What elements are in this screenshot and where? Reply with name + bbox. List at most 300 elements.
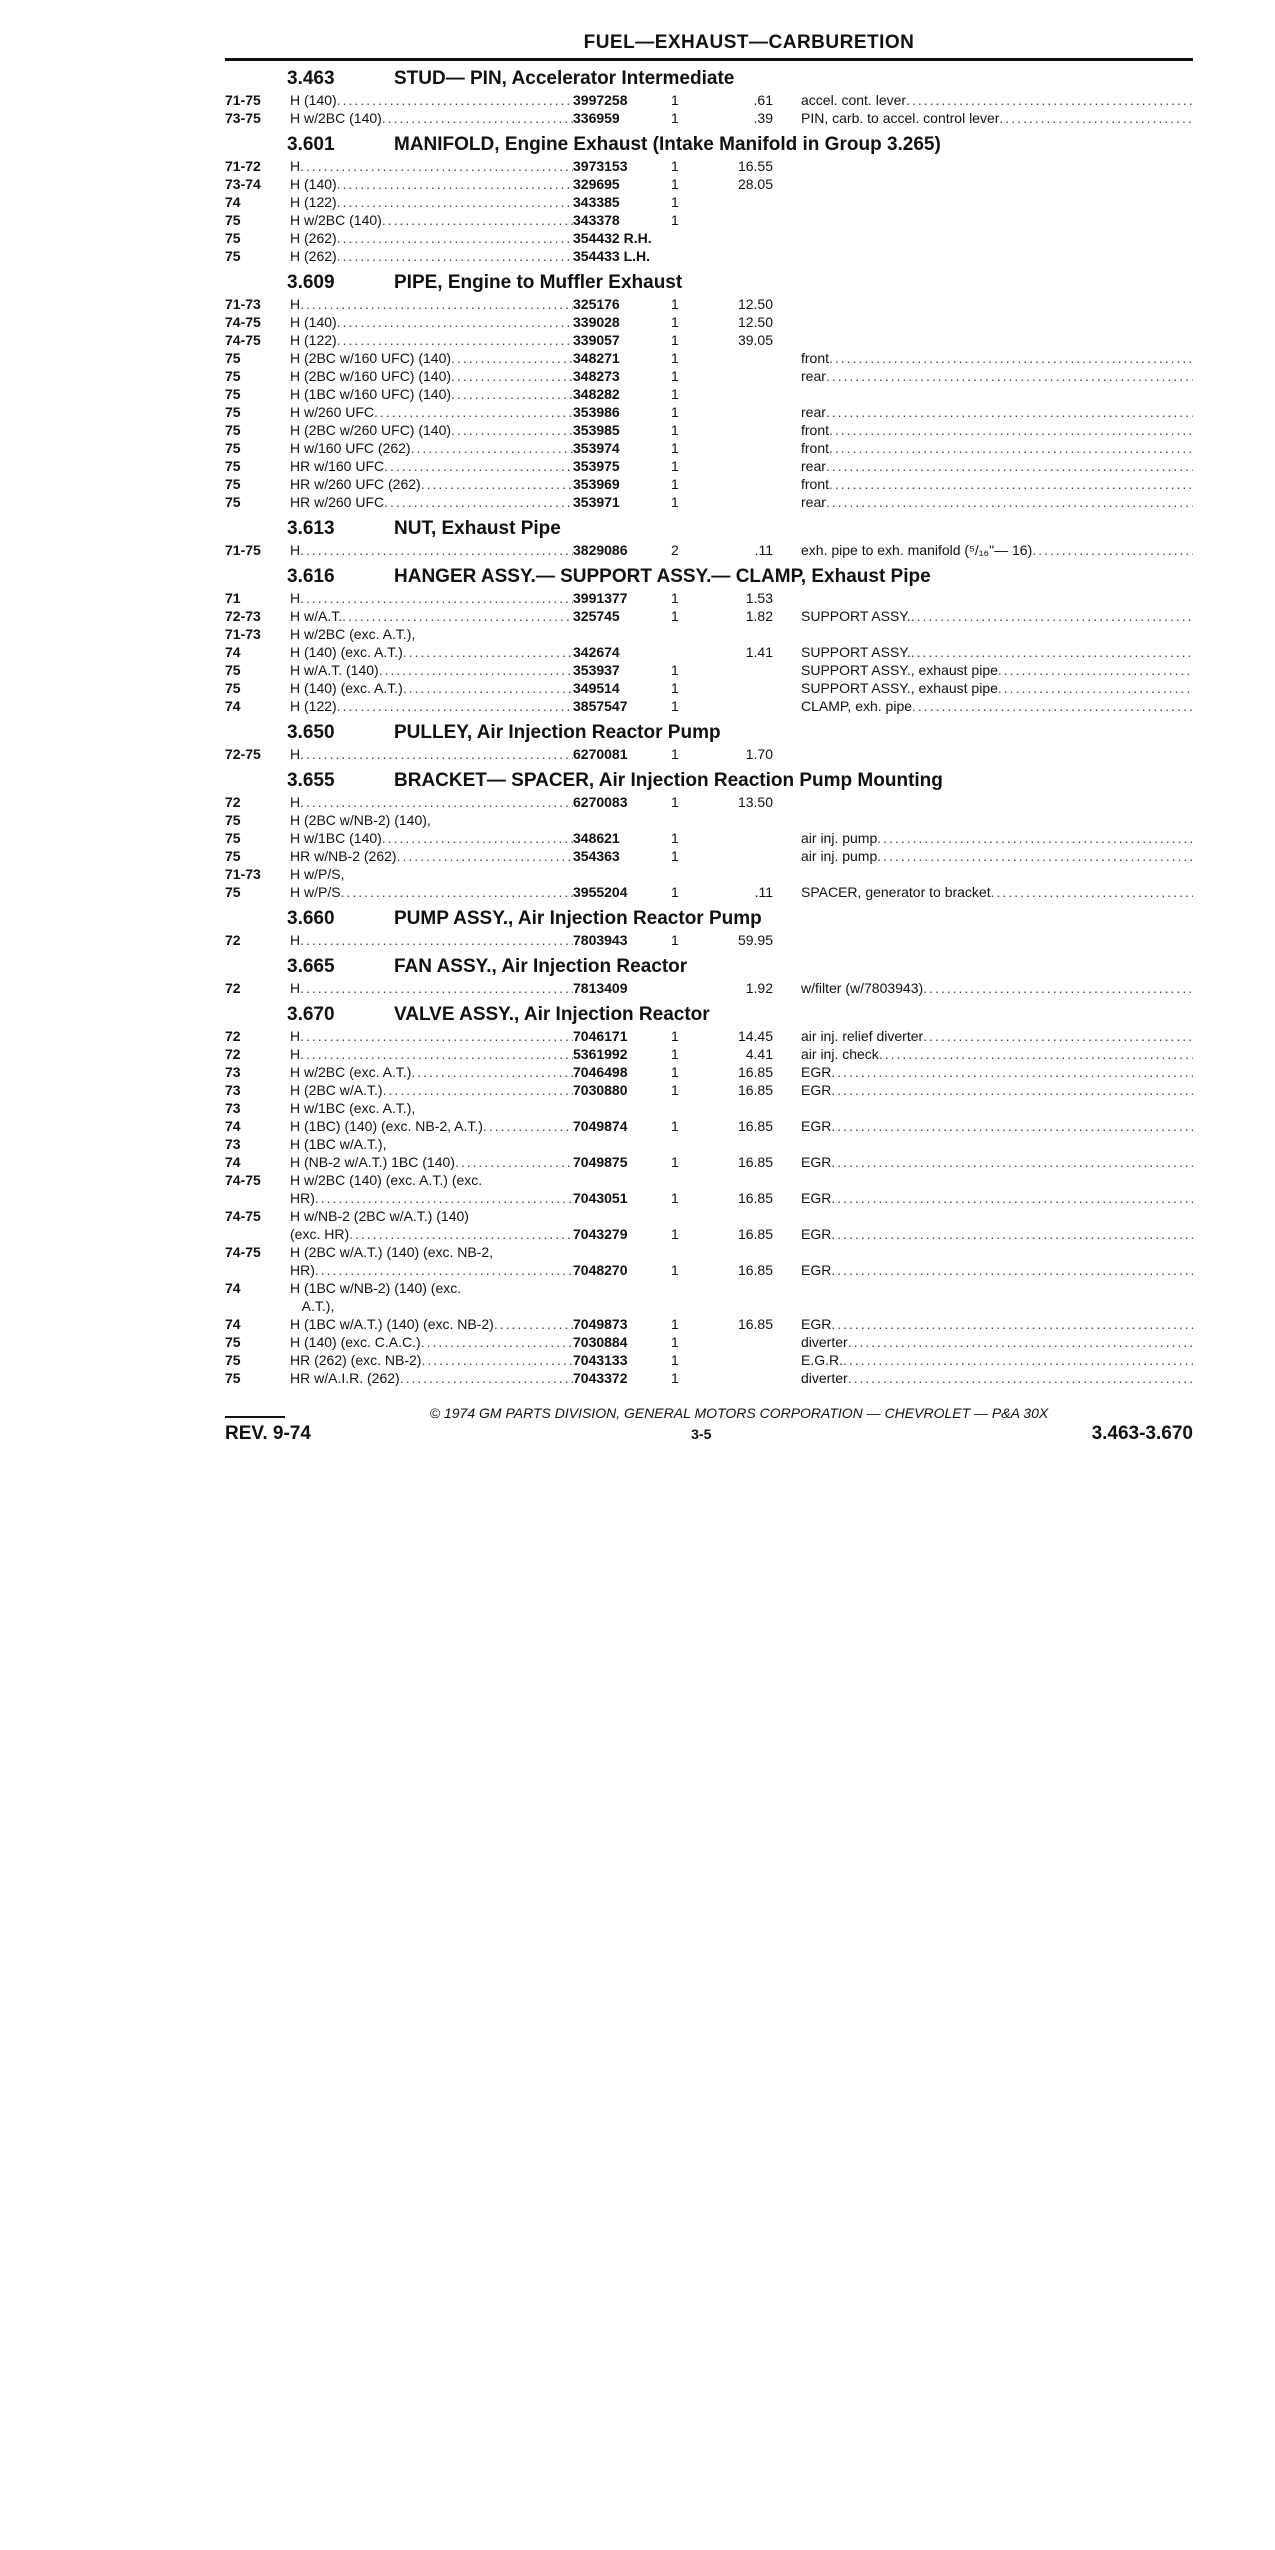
application-description: H w/1BC (140) ..... <box>290 829 573 847</box>
model-years: 71-72 <box>225 158 261 174</box>
application-description: H ..... <box>290 295 573 313</box>
part-number: 7030884 <box>573 1334 628 1350</box>
part-row <box>225 211 1193 229</box>
section-title: FAN ASSY., Air Injection Reactor <box>394 956 688 977</box>
model-years: 75 <box>225 248 241 264</box>
part-row <box>225 331 1193 349</box>
quantity: 1 <box>671 92 679 108</box>
price: 16.85 <box>737 1064 773 1080</box>
model-years: 75 <box>225 404 241 420</box>
application-description: H w/2BC (140) ..... <box>290 109 573 127</box>
model-years: 75 <box>225 368 241 384</box>
price: 1.53 <box>745 590 773 606</box>
price: 39.05 <box>737 332 773 348</box>
model-years: 72 <box>225 1046 241 1062</box>
part-row <box>225 295 1193 313</box>
application-description: HR w/160 UFC ..... <box>290 457 573 475</box>
price: 28.05 <box>737 176 773 192</box>
remark: SUPPORT ASSY., exhaust pipe ..... <box>773 661 1193 679</box>
application-description: H w/P/S, <box>290 866 345 882</box>
part-row <box>225 1243 1193 1279</box>
quantity: 1 <box>671 1334 679 1350</box>
model-years: 74-75 <box>225 314 261 330</box>
price: 59.95 <box>737 932 773 948</box>
header-rule <box>225 58 1193 61</box>
application-description: H w/1BC (exc. A.T.), <box>290 1100 416 1116</box>
quantity: 1 <box>671 680 679 696</box>
price: 1.70 <box>745 746 773 762</box>
part-number: 7043133 <box>573 1352 628 1368</box>
model-years: 75 <box>225 680 241 696</box>
section-heading <box>225 721 1193 745</box>
application-description: H w/2BC (140) (exc. A.T.) (exc. HR) ..... <box>290 1171 573 1207</box>
application-description: H ..... <box>290 745 573 763</box>
part-row <box>225 1315 1193 1333</box>
section-title: PULLEY, Air Injection Reactor Pump <box>394 722 721 743</box>
quantity: 1 <box>671 386 679 402</box>
section-number: 3.670 <box>287 1004 335 1025</box>
model-years: 74-75 <box>225 1244 261 1260</box>
part-number: 348271 <box>573 350 620 366</box>
part-number: 343385 <box>573 194 620 210</box>
remark: front ..... <box>773 475 1193 493</box>
part-row <box>225 661 1193 679</box>
application-description: HR w/260 UFC ..... <box>290 493 573 511</box>
price: 16.85 <box>737 1118 773 1134</box>
section-title: BRACKET— SPACER, Air Injection Reaction Pump Mounting <box>394 770 943 791</box>
footer-copyright: © 1974 GM PARTS DIVISION, GENERAL MOTORS CORPORATION — CHEVROLET — P&A 30X <box>429 1405 1049 1421</box>
part-row <box>225 1153 1193 1171</box>
part-row <box>225 847 1193 865</box>
application-description: H (140) ..... <box>290 313 573 331</box>
page-number: 3-5 <box>691 1426 712 1442</box>
part-row <box>225 421 1193 439</box>
group-range: 3.463-3.670 <box>1091 1423 1193 1444</box>
application-description: H (1BC w/NB-2) (140) (exc. A.T.), <box>290 1280 462 1314</box>
application-description: H w/160 UFC (262) ..... <box>290 439 573 457</box>
part-row <box>225 625 1193 643</box>
remark: SUPPORT ASSY., exhaust pipe ..... <box>773 679 1193 697</box>
quantity: 1 <box>671 1262 679 1278</box>
part-row <box>225 931 1193 949</box>
part-row <box>225 1063 1193 1081</box>
part-number: 348273 <box>573 368 620 384</box>
remark: exh. pipe to exh. manifold (⁵/₁₆"— 16) ..... <box>773 541 1193 559</box>
model-years: 74 <box>225 698 241 714</box>
part-row <box>225 1027 1193 1045</box>
part-number: 348621 <box>573 830 620 846</box>
part-number: 6270081 <box>573 746 628 762</box>
section-number: 3.601 <box>287 134 335 155</box>
application-description: H (2BC w/A.T.) ..... <box>290 1081 573 1099</box>
application-description: H (140) (exc. C.A.C.) ..... <box>290 1333 573 1351</box>
application-description: H ..... <box>290 589 573 607</box>
model-years: 73 <box>225 1100 241 1116</box>
price: 13.50 <box>737 794 773 810</box>
quantity: 1 <box>671 314 679 330</box>
section-number: 3.463 <box>287 68 335 89</box>
part-number: 3857547 <box>573 698 628 714</box>
remark: PIN, carb. to accel. control lever ..... <box>773 109 1193 127</box>
remark: EGR ..... <box>773 1315 1193 1333</box>
quantity: 1 <box>671 476 679 492</box>
price: 16.85 <box>737 1316 773 1332</box>
quantity: 1 <box>671 590 679 606</box>
price: .11 <box>754 542 773 558</box>
price: 1.41 <box>745 644 773 660</box>
application-description: H w/A.T. ..... <box>290 607 573 625</box>
price: 16.55 <box>737 158 773 174</box>
section-title: PIPE, Engine to Muffler Exhaust <box>394 272 683 293</box>
part-number: 329695 <box>573 176 620 192</box>
price: 16.85 <box>737 1190 773 1206</box>
part-number: 7043051 <box>573 1190 628 1206</box>
part-row <box>225 1279 1193 1315</box>
part-row <box>225 367 1193 385</box>
quantity: 1 <box>671 698 679 714</box>
part-row <box>225 91 1193 109</box>
model-years: 75 <box>225 350 241 366</box>
catalog-page <box>225 30 1193 1445</box>
remark: rear ..... <box>773 493 1193 511</box>
part-row <box>225 1099 1193 1117</box>
part-row <box>225 1045 1193 1063</box>
application-description: H (140) (exc. A.T.) ..... <box>290 643 573 661</box>
remark: SUPPORT ASSY. ..... <box>773 643 1193 661</box>
part-number: 7043279 <box>573 1226 628 1242</box>
application-description: H w/2BC (exc. A.T.) ..... <box>290 1063 573 1081</box>
part-row <box>225 1369 1193 1387</box>
application-description: H ..... <box>290 793 573 811</box>
quantity: 1 <box>671 404 679 420</box>
part-number: 353985 <box>573 422 620 438</box>
application-description: H (140) ..... <box>290 91 573 109</box>
application-description: HR w/NB-2 (262) ..... <box>290 847 573 865</box>
part-number: 353969 <box>573 476 620 492</box>
part-number: 348282 <box>573 386 620 402</box>
remark: EGR ..... <box>773 1225 1193 1243</box>
remark: w/filter (w/7803943) ..... <box>773 979 1193 997</box>
footer-bottom <box>225 1423 1193 1445</box>
section-heading <box>225 907 1193 931</box>
part-row <box>225 793 1193 811</box>
part-row <box>225 607 1193 625</box>
quantity: 1 <box>671 794 679 810</box>
remark: EGR ..... <box>773 1063 1193 1081</box>
remark: air inj. pump ..... <box>773 829 1193 847</box>
section-heading <box>225 565 1193 589</box>
application-description: H ..... <box>290 979 573 997</box>
quantity: 1 <box>671 212 679 228</box>
price: 14.45 <box>737 1028 773 1044</box>
model-years: 75 <box>225 662 241 678</box>
model-years: 75 <box>225 1334 241 1350</box>
quantity: 1 <box>671 440 679 456</box>
application-description: H ..... <box>290 1045 573 1063</box>
part-row <box>225 229 1193 247</box>
part-row <box>225 493 1193 511</box>
application-description: H w/NB-2 (2BC w/A.T.) (140) (exc. HR) ..... <box>290 1207 573 1243</box>
model-years: 75 <box>225 440 241 456</box>
model-years: 75 <box>225 386 241 402</box>
part-number: 343378 <box>573 212 620 228</box>
part-row <box>225 475 1193 493</box>
part-number: 353974 <box>573 440 620 456</box>
price: 12.50 <box>737 314 773 330</box>
application-description: HR w/260 UFC (262) ..... <box>290 475 573 493</box>
part-number: 5361992 <box>573 1046 628 1062</box>
model-years: 74 <box>225 1280 241 1296</box>
application-description: H (2BC w/NB-2) (140), <box>290 812 431 828</box>
application-description: H (122) ..... <box>290 697 573 715</box>
part-row <box>225 541 1193 559</box>
application-description: H (NB-2 w/A.T.) 1BC (140) ..... <box>290 1153 573 1171</box>
quantity: 1 <box>671 350 679 366</box>
part-number: 353986 <box>573 404 620 420</box>
quantity: 1 <box>671 1082 679 1098</box>
section-number: 3.616 <box>287 566 335 587</box>
quantity: 1 <box>671 296 679 312</box>
part-number: 7046171 <box>573 1028 628 1044</box>
part-number: 3973153 <box>573 158 628 174</box>
quantity: 1 <box>671 368 679 384</box>
quantity: 1 <box>671 830 679 846</box>
remark: front ..... <box>773 439 1193 457</box>
model-years: 72 <box>225 1028 241 1044</box>
part-row <box>225 865 1193 883</box>
section-heading <box>225 769 1193 793</box>
part-row <box>225 157 1193 175</box>
remark: accel. cont. lever ..... <box>773 91 1193 109</box>
part-row <box>225 193 1193 211</box>
price: 16.85 <box>737 1262 773 1278</box>
part-number: 354363 <box>573 848 620 864</box>
remark: diverter ..... <box>773 1369 1193 1387</box>
quantity: 2 <box>671 542 679 558</box>
price: .61 <box>753 92 773 108</box>
remark: rear ..... <box>773 403 1193 421</box>
part-number: 7049873 <box>573 1316 628 1332</box>
remark: SPACER, generator to bracket ..... <box>773 883 1193 901</box>
part-number: 336959 <box>573 110 620 126</box>
model-years: 75 <box>225 1352 241 1368</box>
section-title: STUD— PIN, Accelerator Intermediate <box>394 68 735 89</box>
section-heading <box>225 1003 1193 1027</box>
application-description: H ..... <box>290 931 573 949</box>
remark: EGR ..... <box>773 1189 1193 1207</box>
part-row <box>225 1171 1193 1207</box>
remark: air inj. relief diverter ..... <box>773 1027 1193 1045</box>
part-row <box>225 109 1193 127</box>
application-description: H (262) ..... <box>290 247 573 265</box>
part-number: 3829086 <box>573 542 628 558</box>
section-number: 3.609 <box>287 272 335 293</box>
model-years: 71-75 <box>225 542 261 558</box>
footer-rule <box>225 1416 285 1418</box>
application-description: H (122) ..... <box>290 331 573 349</box>
part-row <box>225 1207 1193 1243</box>
quantity: 1 <box>671 746 679 762</box>
section-heading <box>225 955 1193 979</box>
model-years: 71-73 <box>225 866 261 882</box>
part-number: 353975 <box>573 458 620 474</box>
part-number: 3991377 <box>573 590 628 606</box>
price: 16.85 <box>737 1226 773 1242</box>
part-row <box>225 1117 1193 1135</box>
page-header: FUEL—EXHAUST—CARBURETION <box>583 32 915 53</box>
part-row <box>225 403 1193 421</box>
remark: SUPPORT ASSY. ..... <box>773 607 1193 625</box>
model-years: 75 <box>225 494 241 510</box>
remark: front ..... <box>773 349 1193 367</box>
application-description: H w/2BC (exc. A.T.), <box>290 626 416 642</box>
remark: air inj. check ..... <box>773 1045 1193 1063</box>
remark: EGR ..... <box>773 1153 1193 1171</box>
remark: EGR ..... <box>773 1081 1193 1099</box>
part-row <box>225 175 1193 193</box>
section-number: 3.613 <box>287 518 335 539</box>
price: 16.85 <box>737 1154 773 1170</box>
price: 1.92 <box>745 980 773 996</box>
application-description: H (122) ..... <box>290 193 573 211</box>
application-description: H ..... <box>290 1027 573 1045</box>
model-years: 71-73 <box>225 626 261 642</box>
part-number: 349514 <box>573 680 620 696</box>
section-number: 3.660 <box>287 908 335 929</box>
section-number: 3.665 <box>287 956 335 977</box>
section-heading <box>225 271 1193 295</box>
price: .11 <box>754 884 773 900</box>
model-years: 74 <box>225 1154 241 1170</box>
model-years: 74 <box>225 1316 241 1332</box>
part-row <box>225 457 1193 475</box>
model-years: 71-73 <box>225 296 261 312</box>
remark: air inj. pump ..... <box>773 847 1193 865</box>
quantity: 1 <box>671 848 679 864</box>
model-years: 72 <box>225 932 241 948</box>
section-number: 3.650 <box>287 722 335 743</box>
part-row <box>225 1081 1193 1099</box>
part-number: 7049875 <box>573 1154 628 1170</box>
model-years: 74 <box>225 194 241 210</box>
remark: rear ..... <box>773 367 1193 385</box>
section-title: VALVE ASSY., Air Injection Reactor <box>394 1004 710 1025</box>
part-row <box>225 811 1193 829</box>
section-title: MANIFOLD, Engine Exhaust (Intake Manifold in Group 3.265) <box>394 134 941 155</box>
model-years: 72 <box>225 794 241 810</box>
quantity: 1 <box>671 884 679 900</box>
part-number: 353971 <box>573 494 620 510</box>
revision-label: REV. 9-74 <box>225 1423 311 1444</box>
part-row <box>225 313 1193 331</box>
quantity: 1 <box>671 110 679 126</box>
part-row <box>225 829 1193 847</box>
part-number: 3997258 <box>573 92 628 108</box>
part-number: 354432 R.H. <box>573 230 652 246</box>
application-description: H (2BC w/260 UFC) (140) ..... <box>290 421 573 439</box>
price: 12.50 <box>737 296 773 312</box>
section-heading <box>225 133 1193 157</box>
model-years: 73-74 <box>225 176 261 192</box>
part-row <box>225 589 1193 607</box>
part-number: 7046498 <box>573 1064 628 1080</box>
remark: diverter ..... <box>773 1333 1193 1351</box>
quantity: 1 <box>671 458 679 474</box>
section-title: HANGER ASSY.— SUPPORT ASSY.— CLAMP, Exhaust Pipe <box>394 566 931 587</box>
quantity: 1 <box>671 422 679 438</box>
model-years: 74-75 <box>225 332 261 348</box>
part-number: 7030880 <box>573 1082 628 1098</box>
application-description: H (262) ..... <box>290 229 573 247</box>
model-years: 73 <box>225 1136 241 1152</box>
application-description: H (140) (exc. A.T.) ..... <box>290 679 573 697</box>
section-title: PUMP ASSY., Air Injection Reactor Pump <box>394 908 762 929</box>
application-description: H (1BC w/160 UFC) (140) ..... <box>290 385 573 403</box>
model-years: 75 <box>225 830 241 846</box>
remark: EGR ..... <box>773 1117 1193 1135</box>
remark: rear ..... <box>773 457 1193 475</box>
model-years: 73 <box>225 1064 241 1080</box>
quantity: 1 <box>671 662 679 678</box>
section-number: 3.655 <box>287 770 335 791</box>
model-years: 74-75 <box>225 1208 261 1224</box>
quantity: 1 <box>671 1370 679 1386</box>
application-description: H (140) ..... <box>290 175 573 193</box>
application-description: H (1BC) (140) (exc. NB-2, A.T.) ..... <box>290 1117 573 1135</box>
part-number: 339057 <box>573 332 620 348</box>
part-row <box>225 979 1193 997</box>
part-row <box>225 697 1193 715</box>
quantity: 1 <box>671 1190 679 1206</box>
model-years: 75 <box>225 884 241 900</box>
part-row <box>225 745 1193 763</box>
model-years: 73-75 <box>225 110 261 126</box>
application-description: H w/A.T. (140) ..... <box>290 661 573 679</box>
part-number: 3955204 <box>573 884 628 900</box>
model-years: 75 <box>225 812 241 828</box>
part-row <box>225 1351 1193 1369</box>
model-years: 75 <box>225 230 241 246</box>
section-heading <box>225 517 1193 541</box>
application-description: H w/2BC (140) ..... <box>290 211 573 229</box>
part-number: 342674 <box>573 644 620 660</box>
footer <box>225 1405 1193 1445</box>
quantity: 1 <box>671 1352 679 1368</box>
part-number: 7803943 <box>573 932 628 948</box>
application-description: H w/260 UFC ..... <box>290 403 573 421</box>
section-heading <box>225 67 1193 91</box>
section-title: NUT, Exhaust Pipe <box>394 518 561 539</box>
remark: CLAMP, exh. pipe ..... <box>773 697 1193 715</box>
quantity: 1 <box>671 194 679 210</box>
model-years: 74-75 <box>225 1172 261 1188</box>
sections-container <box>225 67 1193 1387</box>
application-description: H ..... <box>290 541 573 559</box>
model-years: 72 <box>225 980 241 996</box>
price: 1.82 <box>745 608 773 624</box>
quantity: 1 <box>671 1316 679 1332</box>
model-years: 72-73 <box>225 608 261 624</box>
quantity: 1 <box>671 494 679 510</box>
application-description: H (2BC w/160 UFC) (140) ..... <box>290 367 573 385</box>
part-number: 7813409 <box>573 980 628 996</box>
model-years: 74 <box>225 644 241 660</box>
part-row <box>225 349 1193 367</box>
model-years: 73 <box>225 1082 241 1098</box>
price: 4.41 <box>745 1046 773 1062</box>
model-years: 75 <box>225 422 241 438</box>
model-years: 72-75 <box>225 746 261 762</box>
